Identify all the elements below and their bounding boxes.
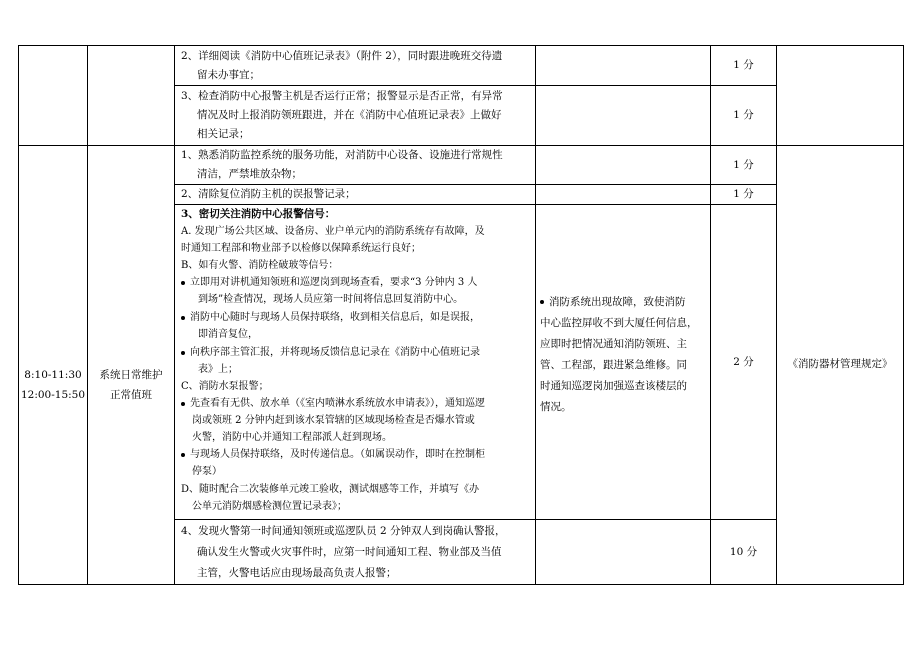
note-line: 时通知巡逻岗加强巡查该楼层的: [540, 380, 687, 392]
item-r2-3-line: 与现场人员保持联络，及时传递信息。（如属误动作，即时在控制柜: [190, 449, 485, 460]
bullet-icon: [181, 351, 185, 355]
item-r2-3-bullet-line: [181, 446, 485, 463]
note-cell-r1-2: [535, 45, 711, 86]
task-line2: 正常值班: [110, 389, 152, 401]
score-r1-3: 1 分: [733, 109, 754, 121]
item-r2-4-line2: 确认发生火警或火灾事件时，应第一时间通知工程、物业部及当值: [197, 546, 502, 558]
note-cell-r1-3: [535, 85, 711, 146]
task-line1: 系统日常维护: [99, 369, 163, 381]
item-r2-3-line: 时通知工程部和物业部予以检修以保障系统运行良好；: [181, 243, 421, 254]
item-r1-3-line2: 情况及时上报消防领班跟进，并在《消防中心值班记录表》上做好: [197, 109, 502, 121]
item-r2-3-line: 火警，消防中心并通知工程部派人赶到现场。: [192, 432, 392, 443]
item-r2-3-line: B、如有火警、消防栓破玻等信号：: [181, 260, 339, 271]
time-cell-2: [18, 145, 88, 585]
note-cell-r2-4: [535, 519, 711, 585]
item-r2-2: 2、清除复位消防主机的误报警记录；: [181, 188, 356, 200]
time-cell-1: [18, 45, 88, 146]
item-r2-3-bullet-line: [181, 309, 480, 326]
item-r2-3-line: 到场”检查情况，现场人员应第一时间将信息回复消防中心。: [198, 294, 464, 305]
item-r2-4-line3: 主管，火警电话应由现场最高负责人报警；: [197, 567, 397, 579]
item-r2-3-line: A. 发现广场公共区域、设备房、业户单元内的消防系统存有故障，及: [181, 226, 485, 237]
item-r2-3-line: D、随时配合二次装修单元竣工验收，测试烟感等工作，并填写《办: [181, 484, 480, 495]
item-r2-3-bullet-line: [181, 344, 480, 361]
item-r2-3-line: 岗或领班 2 分钟内赶到该水泵管辖的区域现场检查是否爆水管或: [192, 415, 475, 426]
reference-cell-1: [776, 45, 904, 146]
item-r2-3-line: C、消防水泵报警；: [181, 381, 269, 392]
note-cell-r2-2: [535, 184, 711, 205]
note-bullet-line: [540, 293, 686, 312]
item-r2-3-bullet-line: [181, 395, 485, 412]
item-r2-1-line2: 清洁，严禁堆放杂物；: [197, 168, 302, 180]
score-r2-2: 1 分: [733, 188, 754, 200]
bullet-icon: [540, 300, 544, 304]
time-range-2: 12:00-15:50: [20, 389, 86, 401]
item-r1-2-line1: 2、详细阅读《消防中心值班记录表》（附件 2），同时跟进晚班交待遗: [181, 50, 503, 62]
item-r2-3-line: 表》上；: [198, 364, 238, 375]
note-line: 情况。: [540, 401, 572, 413]
task-cell-2: [87, 145, 175, 585]
task-cell-1: [87, 45, 175, 146]
score-r2-1: 1 分: [733, 159, 754, 171]
time-range-1: 8:10-11:30: [24, 369, 82, 381]
reference-text: 《消防器材管理规定》: [787, 358, 893, 370]
bullet-icon: [181, 281, 185, 285]
item-r1-3-line1: 3、检查消防中心报警主机是否运行正常；报警显示是否正常，有异常: [181, 90, 503, 102]
schedule-table: [18, 45, 904, 585]
score-r1-2: 1 分: [733, 59, 754, 71]
item-r2-4-line1: 4、发现火警第一时间通知领班或巡逻队员 2 分钟双人到岗确认警报，: [181, 525, 506, 537]
note-line: 消防系统出现故障，致使消防: [549, 296, 686, 308]
item-r2-3-bullet-line: [181, 274, 477, 291]
item-r2-1-line1: 1、熟悉消防监控系统的服务功能，对消防中心设备、设施进行常规性: [181, 149, 503, 161]
bullet-icon: [181, 316, 185, 320]
score-r2-4: 10 分: [729, 546, 758, 558]
note-cell-r2-1: [535, 145, 711, 185]
item-r2-3-line: 消防中心随时与现场人员保持联络，收到相关信息后，如是误报，: [190, 312, 480, 323]
score-r2-3: 2 分: [733, 356, 754, 368]
bullet-icon: [181, 402, 185, 406]
note-line: 中心监控屏收不到大厦任何信息，: [540, 317, 698, 329]
note-line: 管、工程部，跟进紧急维修。同: [540, 359, 687, 371]
item-r2-3-line: 停泵）: [192, 466, 222, 477]
item-r2-3-line: 先查看有无供、放水单（《室内喷淋水系统放水申请表》），通知巡逻: [190, 398, 485, 409]
item-r2-3-line: 立即用对讲机通知领班和巡逻岗到现场查看，要求“3 分钟内 3 人: [190, 277, 478, 288]
bullet-icon: [181, 453, 185, 457]
item-r2-3-line: 即消音复位，: [198, 329, 258, 340]
item-r1-3-line3: 相关记录；: [197, 128, 250, 140]
item-r2-3-line: 公单元消防烟感检测位置记录表》；: [192, 501, 347, 512]
item-r2-3-line: 向秩序部主管汇报，并将现场反馈信息记录在《消防中心值班记录: [190, 347, 480, 358]
item-r1-2-line2: 留未办事宜；: [197, 69, 260, 81]
note-line: 应即时把情况通知消防领班、主: [540, 338, 687, 350]
item-r2-3-title: 3、密切关注消防中心报警信号：: [181, 208, 336, 220]
